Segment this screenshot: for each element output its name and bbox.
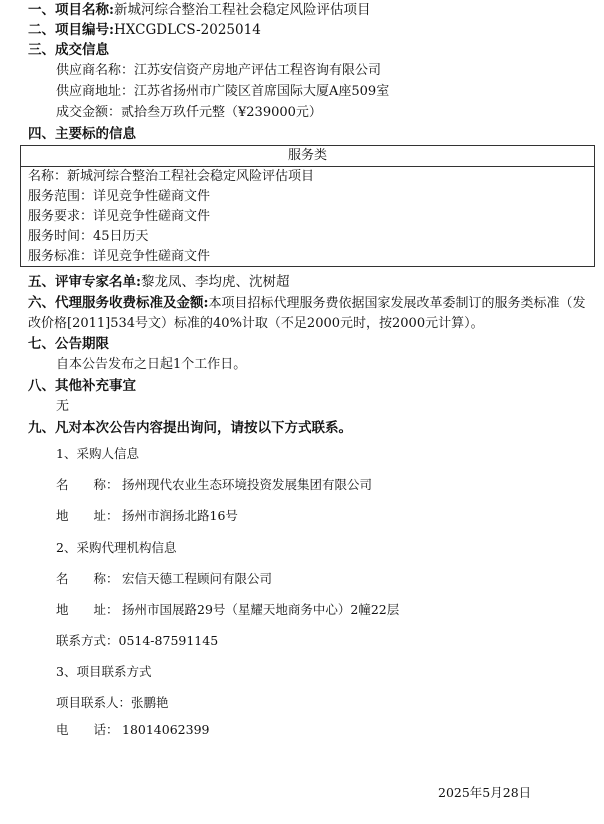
section-5-experts <box>28 273 289 291</box>
purchaser-address-line <box>56 507 238 525</box>
section-5-value: 黎龙凤、李均虎、沈树超 <box>140 274 290 290</box>
purchaser-name-label: 名 称： <box>56 477 119 492</box>
agency-address: 扬州市国展路29号（星耀天地商务中心）2幢22层 <box>122 602 400 617</box>
table-row: 服务范围：详见竞争性磋商文件 <box>28 189 211 204</box>
section-4-label: 四、主要标的信息 <box>28 126 136 142</box>
purchaser-name-line <box>56 476 372 494</box>
section-2-label: 二、项目编号: <box>28 22 114 38</box>
section-2-value: HXCGDLCS-2025014 <box>113 22 261 38</box>
table-row: 服务时间：45日历天 <box>28 229 149 244</box>
section-3-label: 三、成交信息 <box>28 42 109 58</box>
table-row: 服务标准：详见竞争性磋商文件 <box>28 249 211 264</box>
section-6-fee <box>28 293 596 334</box>
supplier-address: 供应商地址：江苏省扬州市广陵区首席国际大厦A座509室 <box>56 84 390 99</box>
section-6-label: 六、代理服务收费标准及金额: <box>28 295 209 311</box>
purchaser-title: 1、采购人信息 <box>56 446 139 461</box>
agency-title: 2、采购代理机构信息 <box>56 540 177 555</box>
deal-amount: 成交金额：贰拾叁万玖仟元整（¥239000元） <box>56 105 322 120</box>
section-8-label: 八、其他补充事宜 <box>28 378 136 394</box>
section-1-project-name <box>28 1 370 19</box>
supplier-name: 供应商名称：江苏安信资产房地产评估工程咨询有限公司 <box>56 63 382 78</box>
announcement-date: 2025年5月28日 <box>438 785 532 800</box>
service-table <box>20 145 595 267</box>
table-row: 服务要求：详见竞争性磋商文件 <box>28 209 211 224</box>
project-contact-title: 3、项目联系方式 <box>56 664 152 679</box>
agency-name: 宏信天德工程顾问有限公司 <box>122 571 273 586</box>
project-phone: 18014062399 <box>122 722 210 737</box>
agency-name-label: 名 称： <box>56 571 119 586</box>
section-8-value: 无 <box>56 399 70 414</box>
section-1-value: 新城河综合整治工程社会稳定风险评估项目 <box>113 2 371 18</box>
agency-address-label: 地 址： <box>56 602 119 617</box>
purchaser-name: 扬州现代农业生态环境投资发展集团有限公司 <box>122 477 373 492</box>
service-table-header: 服务类 <box>21 146 594 167</box>
section-9-label: 九、凡对本次公告内容提出询问，请按以下方式联系。 <box>28 420 352 436</box>
purchaser-address-label: 地 址： <box>56 508 119 523</box>
project-phone-label: 电 话： <box>56 722 119 737</box>
section-2-project-number <box>28 21 261 39</box>
agency-address-line <box>56 601 399 619</box>
purchaser-address: 扬州市润扬北路16号 <box>122 508 238 523</box>
section-5-label: 五、评审专家名单: <box>28 274 141 290</box>
section-7-value: 自本公告发布之日起1个工作日。 <box>56 357 247 372</box>
agency-contact: 联系方式：0514-87591145 <box>56 633 219 648</box>
table-row: 名称：新城河综合整治工程社会稳定风险评估项目 <box>28 169 315 184</box>
project-phone-line <box>56 721 209 739</box>
project-contact-person: 项目联系人：张鹏艳 <box>56 695 169 710</box>
agency-name-line <box>56 570 272 588</box>
section-6-value: 本项目招标代理服务费依据国家发展改革委制订的服务类标准（发改价格[2011]534号文）标准的40%计取（不足2000元时，按2000元计算）。 <box>28 296 586 331</box>
section-7-label: 七、公告期限 <box>28 336 109 352</box>
section-1-label: 一、项目名称: <box>28 2 114 18</box>
